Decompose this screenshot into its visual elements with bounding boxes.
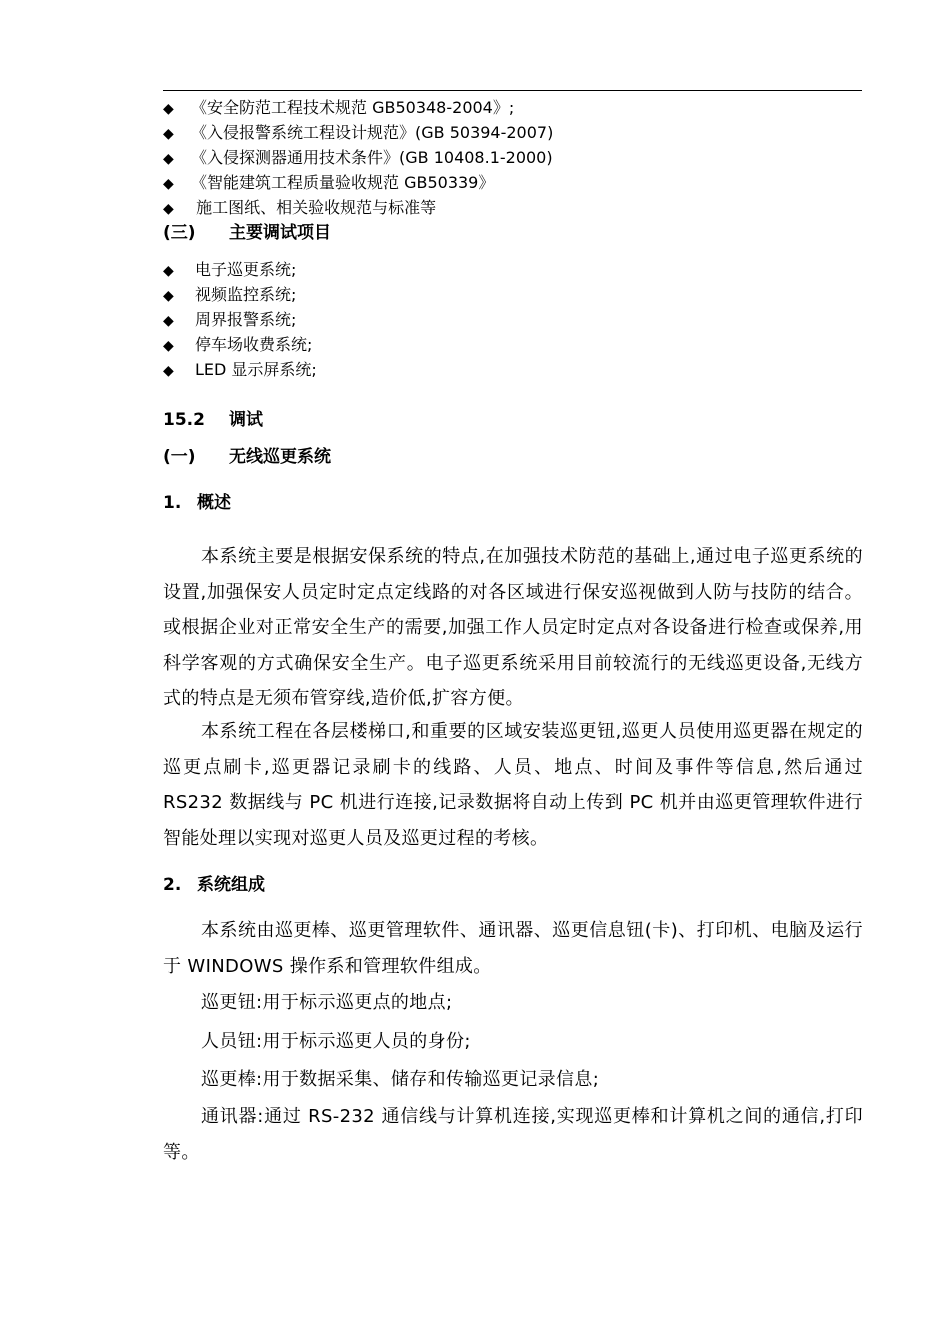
paragraph: 本系统主要是根据安保系统的特点,在加强技术防范的基础上,通过电子巡更系统的设置,加强保安人员定时定点定线路的对各区域进行保安巡视做到人防与技防的结合。或根据企业对正常安全生产的需要,加强工作人员定时定点对各设备进行检查或保养,用科学客观的方式确保安全生产。电子巡更系统采用目前较流行的无线巡更设备,无线方式的特点是无须布管穿线,造价低,扩容方便。 [163,546,863,709]
paragraph: 本系统由巡更棒、巡更管理软件、通讯器、巡更信息钮(卡)、打印机、电脑及运行于 WINDOWS 操作系和管理软件组成。 [163,920,863,977]
diamond-bullet-icon: ◆ [163,101,174,117]
debug-item-text: 视频监控系统; [195,285,297,304]
standard-text: 《入侵报警系统工程设计规范》(GB 50394-2007) [191,123,554,142]
subsection-number: 1. [163,493,182,513]
diamond-bullet-icon: ◆ [163,338,174,354]
diamond-bullet-icon: ◆ [163,201,174,217]
subsection-title: 系统组成 [197,875,265,895]
debug-item-text: 停车场收费系统; [195,335,313,354]
list-item [163,310,296,331]
subsection-title: 概述 [197,493,231,513]
section-heading [163,410,263,430]
list-item [163,98,514,119]
standard-text: 施工图纸、相关验收规范与标准等 [191,198,437,217]
component-item: 巡更钮:用于标示巡更点的地点; [201,992,453,1013]
list-item [163,148,553,169]
debug-item-text: 周界报警系统; [195,310,297,329]
diamond-bullet-icon: ◆ [163,288,174,304]
list-item [163,285,296,306]
diamond-bullet-icon: ◆ [163,126,174,142]
subsection-heading [163,875,265,895]
standard-text: 《入侵探测器通用技术条件》(GB 10408.1-2000) [191,148,553,167]
debug-item-text: 电子巡更系统; [195,260,297,279]
subsection-number: 2. [163,875,182,895]
list-item [163,198,436,219]
section-heading [163,447,331,467]
paragraph: 本系统工程在各层楼梯口,和重要的区域安装巡更钮,巡更人员使用巡更器在规定的巡更点刷卡,巡更器记录刷卡的线路、人员、地点、时间及事件等信息,然后通过 RS232 数据线与 PC 机进行连接,记录数据将自动上传到 PC 机并由巡更管理软件进行智能处理以实现对巡更人员及巡更过程的考核。 [163,721,863,849]
diamond-bullet-icon: ◆ [163,176,174,192]
diamond-bullet-icon: ◆ [163,363,174,379]
section-title: 调试 [229,410,263,430]
debug-item-text: LED 显示屏系统; [195,360,317,379]
section-heading [163,223,331,243]
section-title: 主要调试项目 [229,223,331,243]
list-item [163,335,312,356]
section-title: 无线巡更系统 [229,447,331,467]
section-number: 15.2 [163,410,205,430]
section-number: (一) [163,447,196,467]
paragraph: 通讯器:通过 RS-232 通信线与计算机连接,实现巡更棒和计算机之间的通信,打印等。 [163,1106,863,1163]
section-number: (三) [163,223,196,243]
list-item [163,123,553,144]
standard-text: 《安全防范工程技术规范 GB50348-2004》; [191,98,515,117]
list-item [163,260,296,281]
component-item: 人员钮:用于标示巡更人员的身份; [201,1031,471,1052]
list-item [163,173,494,194]
diamond-bullet-icon: ◆ [163,263,174,279]
diamond-bullet-icon: ◆ [163,313,174,329]
component-item: 巡更棒:用于数据采集、储存和传输巡更记录信息; [201,1069,600,1090]
header-rule [163,90,862,91]
diamond-bullet-icon: ◆ [163,151,174,167]
list-item [163,360,317,381]
subsection-heading [163,493,231,513]
standard-text: 《智能建筑工程质量验收规范 GB50339》 [191,173,495,192]
